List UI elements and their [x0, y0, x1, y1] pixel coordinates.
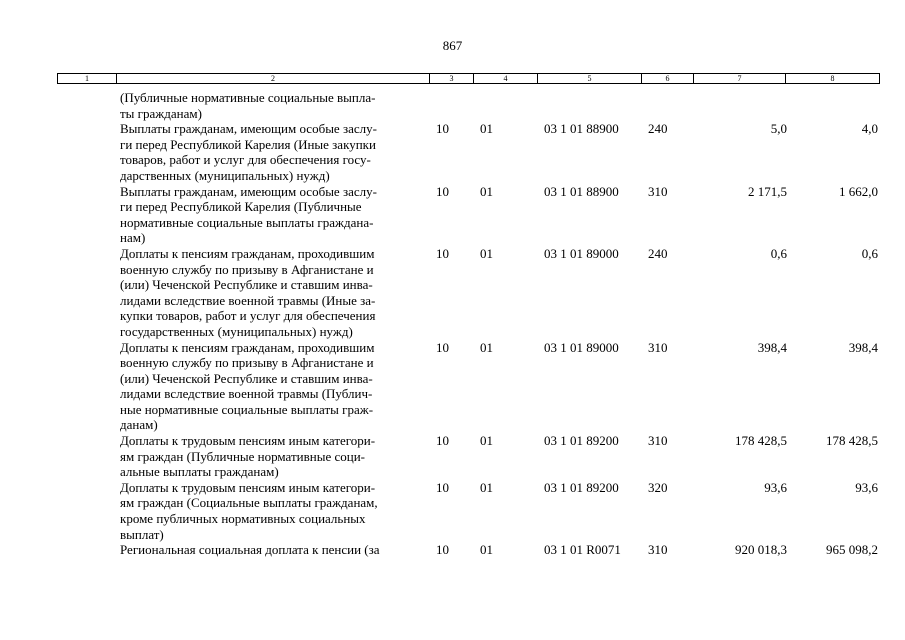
subsection-code: 01 — [480, 183, 493, 199]
amount-col-8: 178 428,5 — [826, 433, 878, 449]
table-row — [0, 340, 905, 434]
amount-col-7: 920 018,3 — [735, 542, 787, 558]
table-row — [0, 184, 905, 246]
header-col-1: 1 — [58, 74, 117, 84]
budget-table-body — [0, 90, 905, 558]
row-description: Доплаты к трудовым пенсиям иным категори- ям граждан (Публичные нормативные соци- альные выплаты гражданам) — [120, 433, 376, 480]
section-code: 10 — [436, 339, 449, 355]
target-article-code: 03 1 01 88900 — [544, 183, 619, 199]
table-row — [0, 480, 905, 542]
section-code: 10 — [436, 183, 449, 199]
header-col-7: 7 — [694, 74, 786, 84]
expense-type-code: 240 — [648, 245, 668, 261]
amount-col-8: 398,4 — [848, 339, 878, 355]
section-code: 10 — [436, 121, 449, 137]
section-code: 10 — [436, 245, 449, 261]
header-col-3: 3 — [430, 74, 474, 84]
section-code: 10 — [436, 479, 449, 495]
amount-col-8: 965 098,2 — [826, 542, 878, 558]
subsection-code: 01 — [480, 433, 493, 449]
table-row — [0, 121, 905, 183]
header-col-6: 6 — [642, 74, 694, 84]
row-description: Доплаты к трудовым пенсиям иным категори- ям граждан (Социальные выплаты гражданам, кроме публичных нормативных социальных выплат) — [120, 479, 378, 542]
expense-type-code: 310 — [648, 433, 668, 449]
target-article-code: 03 1 01 89200 — [544, 479, 619, 495]
amount-col-7: 93,6 — [764, 479, 787, 495]
target-article-code: 03 1 01 89000 — [544, 339, 619, 355]
section-code: 10 — [436, 542, 449, 558]
expense-type-code: 320 — [648, 479, 668, 495]
header-col-4: 4 — [474, 74, 538, 84]
table-row — [0, 90, 905, 121]
expense-type-code: 310 — [648, 183, 668, 199]
table-row — [0, 433, 905, 480]
amount-col-7: 2 171,5 — [748, 183, 787, 199]
amount-col-8: 4,0 — [861, 121, 878, 137]
row-description: Доплаты к пенсиям гражданам, проходившим военную службу по призыву в Афганистане и (или) Чеченской Республике и ставшим инва- лидами вследствие военной травмы (Публич- ные нормативные социальные выплаты граж- данам) — [120, 339, 375, 433]
table-row — [0, 542, 905, 558]
target-article-code: 03 1 01 R0071 — [544, 542, 621, 558]
header-col-2: 2 — [117, 74, 430, 84]
amount-col-8: 0,6 — [861, 245, 878, 261]
expense-type-code: 240 — [648, 121, 668, 137]
target-article-code: 03 1 01 89200 — [544, 433, 619, 449]
page-number: 867 — [442, 38, 463, 53]
subsection-code: 01 — [480, 479, 493, 495]
section-code: 10 — [436, 433, 449, 449]
row-description: Выплаты гражданам, имеющим особые заслу- ги перед Республикой Карелия (Иные закупки товаров, работ и услуг для обеспечения госу- дарственных (муниципальных) нужд) — [120, 121, 377, 183]
amount-col-8: 1 662,0 — [839, 183, 878, 199]
amount-col-7: 398,4 — [757, 339, 787, 355]
target-article-code: 03 1 01 89000 — [544, 245, 619, 261]
subsection-code: 01 — [480, 339, 493, 355]
expense-type-code: 310 — [648, 542, 668, 558]
amount-col-7: 178 428,5 — [735, 433, 787, 449]
row-description: Региональная социальная доплата к пенсии (за — [120, 542, 380, 558]
header-col-5: 5 — [538, 74, 642, 84]
row-description: Доплаты к пенсиям гражданам, проходившим военную службу по призыву в Афганистане и (или) Чеченской Республике и ставшим инва- лидами вследствие военной травмы (Иные за- купки товаров, работ и услуг для обеспечения государственных (муниципальных) нужд) — [120, 245, 376, 339]
amount-col-7: 0,6 — [770, 245, 787, 261]
subsection-code: 01 — [480, 121, 493, 137]
header-col-8: 8 — [786, 74, 880, 84]
row-description: (Публичные нормативные социальные выпла- ты гражданам) — [120, 90, 376, 121]
table-row — [0, 246, 905, 340]
row-description: Выплаты гражданам, имеющим особые заслу- ги перед Республикой Карелия (Публичные нормативные социальные выплаты граждана- нам) — [120, 183, 377, 246]
column-number-header — [57, 73, 880, 84]
subsection-code: 01 — [480, 245, 493, 261]
target-article-code: 03 1 01 88900 — [544, 121, 619, 137]
amount-col-7: 5,0 — [770, 121, 787, 137]
subsection-code: 01 — [480, 542, 493, 558]
amount-col-8: 93,6 — [855, 479, 878, 495]
expense-type-code: 310 — [648, 339, 668, 355]
